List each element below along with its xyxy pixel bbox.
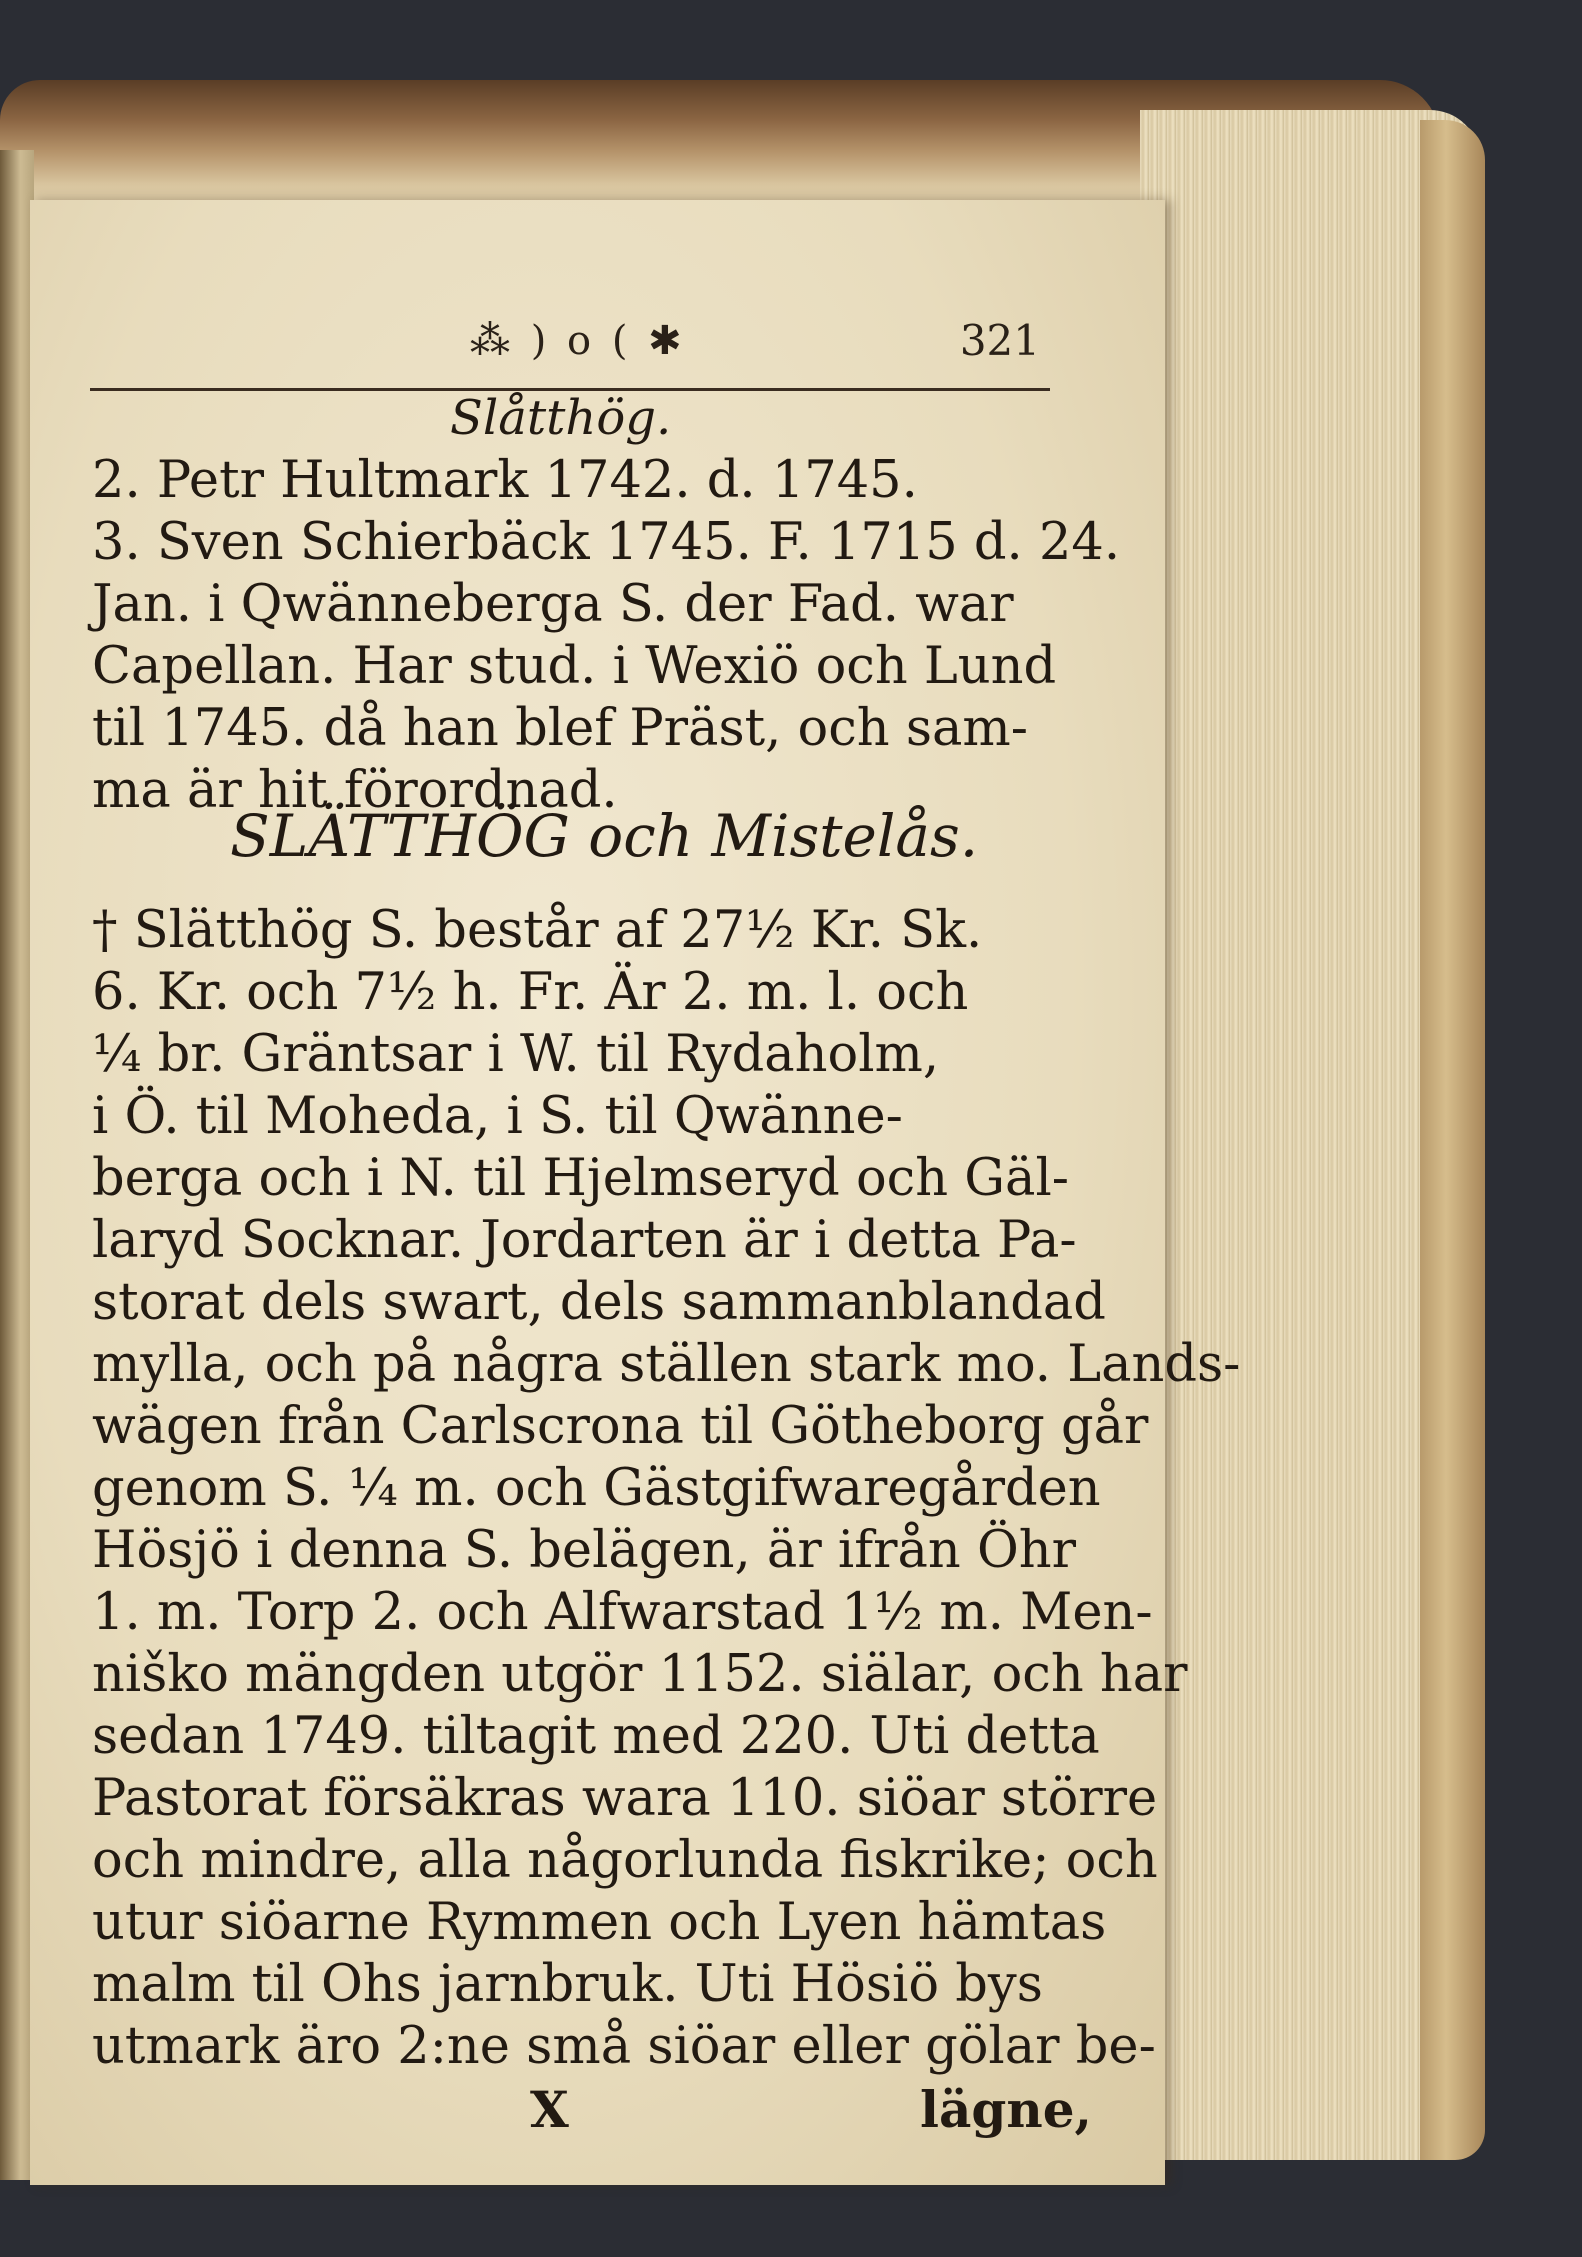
page-number: 321 [959, 316, 1040, 365]
previous-page-edge [0, 150, 34, 2180]
signature-mark: X [530, 2080, 569, 2139]
body-line: i Ö. til Moheda, i S. til Qwänne- [92, 1087, 903, 1146]
book-page [30, 200, 1241, 2185]
body-line: niško mängden utgör 1152. siälar, och har [92, 1645, 1188, 1704]
text-line: ma är hit förordnad. [92, 761, 618, 820]
page-header [90, 308, 1050, 391]
body-line: 6. Kr. och 7½ h. Fr. Är 2. m. l. och [92, 963, 969, 1022]
text-line: 2. Petr Hultmark 1742. d. 1745. [92, 451, 918, 510]
body-line: malm til Ohs jarnbruk. Uti Hösiö bys [92, 1955, 1043, 2014]
body-line: Hösjö i denna S. belägen, är ifrån Öhr [92, 1521, 1076, 1580]
running-title: Slåtthög. [450, 390, 672, 446]
catchword: lägne, [920, 2080, 1092, 2139]
text-line: 3. Sven Schierbäck 1745. F. 1715 d. 24. [92, 513, 1121, 572]
body-line: berga och i N. til Hjelmseryd och Gäl- [92, 1149, 1069, 1208]
body-line: storat dels swart, dels sammanblandad [92, 1273, 1106, 1332]
text-line: Capellan. Har stud. i Wexiö och Lund [92, 637, 1057, 696]
body-line: wägen från Carlscrona til Götheborg går [92, 1397, 1149, 1456]
text-line: Jan. i Qwänneberga S. der Fad. war [92, 575, 1014, 634]
header-ornament: ⁂ ) o ( ✱ [470, 318, 686, 364]
body-line: utmark äro 2:ne små siöar eller gölar be- [92, 2017, 1156, 2076]
body-line: och mindre, alla någorlunda fiskrike; och [92, 1831, 1158, 1890]
body-line: Pastorat försäkras wara 110. siöar större [92, 1769, 1158, 1828]
body-line: ¼ br. Gräntsar i W. til Rydaholm, [92, 1025, 940, 1084]
body-line: mylla, och på några ställen stark mo. Lands- [92, 1335, 1241, 1394]
body-line: laryd Socknar. Jordarten är i detta Pa- [92, 1211, 1077, 1270]
body-line: genom S. ¼ m. och Gästgifwaregården [92, 1459, 1101, 1518]
book-cover-edge [1420, 120, 1485, 2160]
text-line: til 1745. då han blef Präst, och sam- [92, 699, 1029, 758]
body-line: † Slätthög S. består af 27½ Kr. Sk. [92, 901, 983, 960]
body-line: 1. m. Torp 2. och Alfwarstad 1½ m. Men- [92, 1583, 1153, 1642]
body-line: sedan 1749. tiltagit med 220. Uti detta [92, 1707, 1100, 1766]
body-line: utur siöarne Rymmen och Lyen hämtas [92, 1893, 1107, 1952]
section-title: SLÄTTHÖG och Mistelås. [230, 802, 979, 870]
